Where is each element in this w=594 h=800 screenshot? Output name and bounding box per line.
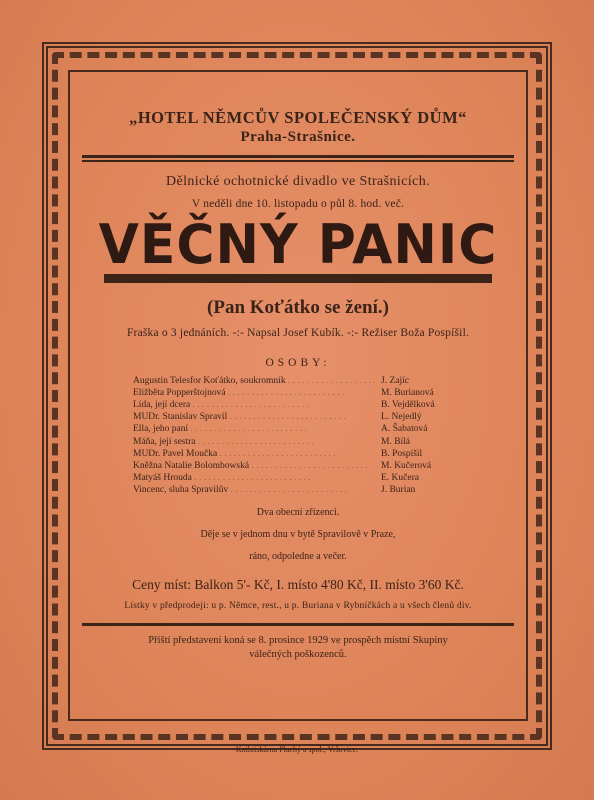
cast-row — [133, 484, 463, 496]
next-performance-line-2: válečných poškozenců. — [249, 648, 347, 660]
cast-actor: M. Burianová — [381, 387, 434, 398]
cast-actor: M. Bílá — [381, 436, 411, 447]
cast-actor: M. Kučerová — [381, 460, 432, 471]
cast-heading: OSOBY: — [265, 356, 331, 369]
cast-actor: B. Pospíšil — [381, 448, 423, 459]
cast-role: Augustin Telesfor Koťátko, soukromník . . . — [133, 375, 375, 387]
cast-row — [133, 387, 463, 399]
play-credits: Fraška o 3 jednáních. -:- Napsal Josef Kubík. -:- Režiser Boža Pospíšil. — [126, 326, 470, 339]
cast-role: Kněžna Natalie Bolombowská . . . — [133, 460, 375, 472]
play-subtitle: (Pan Koťátko se žení.) — [207, 296, 389, 318]
hotel-name: „HOTEL NĚMCŮV SPOLEČENSKÝ DŮM“ — [129, 108, 467, 127]
presale-info: Lístky v předprodeji: u p. Němce, rest., u p. Buriana v Rybníčkách a u všech členů div. — [124, 600, 472, 611]
cast-role: Ella, jeho paní . . . — [133, 423, 375, 435]
cast-actor: J. Zajíc — [381, 375, 409, 386]
cast-row — [133, 411, 463, 423]
setting-line-2: ráno, odpoledne a večer. — [249, 550, 347, 562]
cast-role: Eližběta Popperštojnová . . . — [133, 387, 375, 399]
cast-note: Dva obecní zřízenci. — [256, 506, 340, 518]
cast-actor: J. Burian — [381, 485, 416, 496]
setting-line-1: Děje se v jednom dnu v bytě Spravilově v Praze, — [200, 528, 396, 540]
cast-row — [133, 375, 463, 387]
printer-credit: Knihtiskárna Plachý a spol., Vršovice. — [235, 745, 359, 754]
header-rule-thin — [82, 160, 514, 162]
cast-role: Lída, její dcera . . . — [133, 399, 375, 411]
cast-role: Vincenc, sluha Spravilův . . . — [133, 484, 375, 496]
cast-row — [133, 448, 463, 460]
cast-row — [133, 436, 463, 448]
cast-row — [133, 460, 463, 472]
performance-date: V neděli dne 10. listopadu o půl 8. hod. več. — [191, 197, 405, 210]
cast-actor: L. Nejedlý — [381, 412, 422, 423]
cast-actor: E. Kučera — [381, 473, 419, 484]
poster-content — [82, 108, 514, 662]
theatre-name: Dělnické ochotnické divadlo ve Strašnicích. — [165, 173, 431, 189]
footer-rule — [82, 623, 514, 626]
cast-actor: A. Šabatová — [381, 424, 428, 435]
city-name: Praha-Strašnice. — [240, 129, 356, 145]
next-performance-line-1: Příští představení koná se 8. prosince 1929 ve prospěch místní Skupiny — [148, 634, 448, 646]
ticket-prices: Ceny míst: Balkon 5'- Kč, I. místo 4'80 Kč, II. místo 3'60 Kč. — [132, 576, 464, 592]
cast-row — [133, 472, 463, 484]
cast-role: Matyáš Hrouda . . . — [133, 472, 375, 484]
cast-actor: B. Vejdělková — [381, 399, 435, 410]
play-title: VĚČNÝ PANIC — [98, 213, 498, 276]
cast-list — [133, 375, 463, 497]
cast-row — [133, 423, 463, 435]
cast-role: Máňa, její sestra . . . — [133, 436, 375, 448]
cast-row — [133, 399, 463, 411]
header-rule — [82, 155, 514, 158]
cast-role: MUDr. Pavel Moučka . . . — [133, 448, 375, 460]
cast-role: MUDr. Stanislav Spravil . . . — [133, 411, 375, 423]
